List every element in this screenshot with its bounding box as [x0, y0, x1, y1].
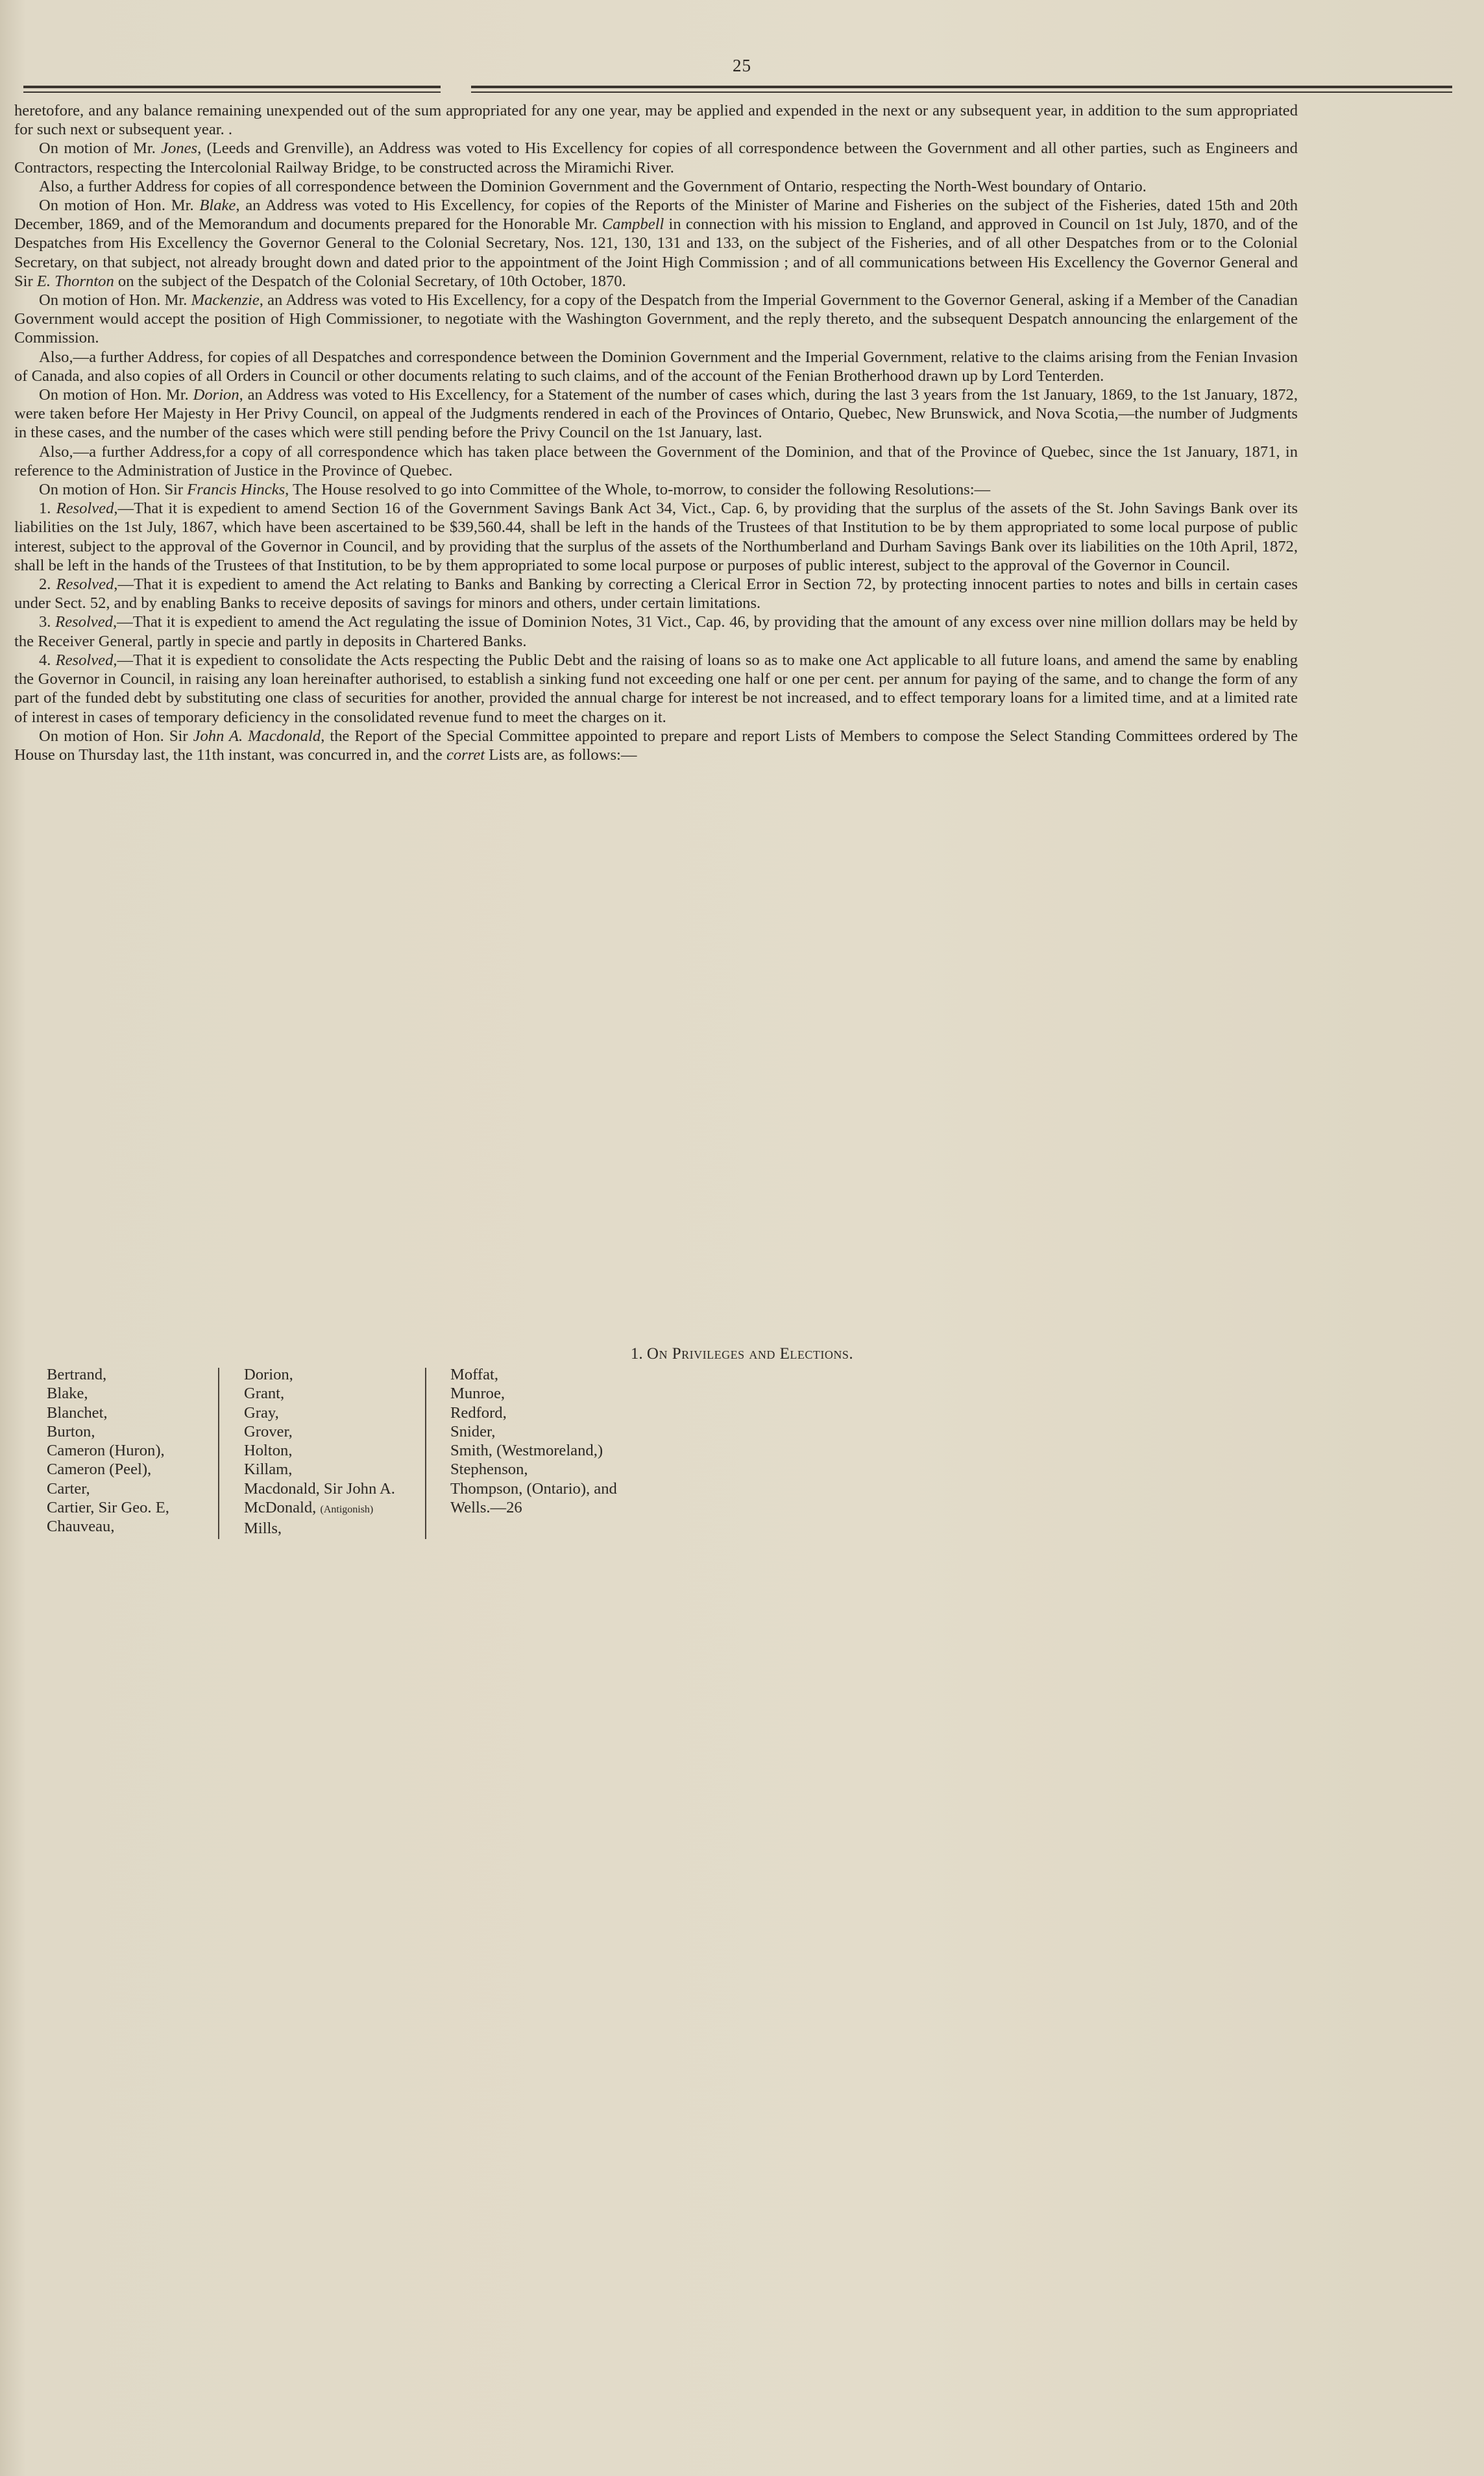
committee-member: Moffat,: [450, 1366, 498, 1383]
paragraph: On motion of Hon. Sir Francis Hincks, The House resolved to go into Committee of the Whole, to-morrow, to consider the following Resolutions:—: [39, 481, 991, 499]
member-column-3: [450, 1365, 617, 1517]
paragraph: On motion of Mr. Jones, (Leeds and Grenville), an Address was voted to His Excellency for copies of all correspondence between the Government and all other parties, such as Engineers and Contractors, respecting the Intercolonial Railway Bridge, to be constructed across the Miramichi River.: [14, 140, 1298, 176]
page-number: 25: [733, 56, 751, 75]
paragraph: Also, a further Address for copies of all correspondence between the Dominion Government and the Government of Ontario, respecting the North-West boundary of Ontario.: [39, 177, 1147, 195]
committee-member: Grant,: [244, 1385, 285, 1403]
column-divider: [425, 1368, 426, 1539]
committee-member: Bertrand,: [47, 1366, 107, 1383]
journal-body-text: [14, 101, 1298, 764]
committee-member: Chauveau,: [47, 1518, 115, 1536]
committee-member: Redford,: [450, 1403, 507, 1422]
paragraph: On motion of Hon. Mr. Mackenzie, an Address was voted to His Excellency, for a copy of the Despatch from the Imperial Government to the Governor General, asking if a Member of the Canadian Government would accept the position of High Commissioner, to negotiate with the Washington Government, and the reply thereto, and the subsequent Despatch announcing the enlargement of the Commission.: [14, 291, 1298, 347]
committee-member: McDonald, (Antigonish): [244, 1499, 374, 1517]
committee-member: Gray,: [244, 1403, 279, 1422]
paragraph: On motion of Hon. Mr. Dorion, an Address was voted to His Excellency, for a Statement of the number of cases which, during the last 3 years from the 1st January, 1869, to the 1st January, 1872, were taken before Her Majesty in Her Privy Council, on appeal of the Judgments rendered in each of the Provinces of Ontario, Quebec, New Brunswick, and Nova Scotia,—the number of Judgments in these cases, and the number of the cases which were still pending before the Privy Council on the 1st January, last.: [14, 386, 1298, 442]
committee-member: Stephenson,: [450, 1461, 528, 1479]
committee-member: Cameron (Peel),: [47, 1461, 152, 1479]
header-rule-left: [23, 86, 441, 95]
committee-member: Cartier, Sir Geo. E,: [47, 1499, 169, 1517]
committee-member: Blake,: [47, 1385, 88, 1403]
committee-member: Smith, (Westmoreland,): [450, 1442, 603, 1460]
paragraph: heretofore, and any balance remaining unexpended out of the sum appropriated for any one year, may be applied and expended in the next or any subsequent year, in addition to the sum appropriated for such next or subsequent year. .: [14, 102, 1298, 139]
header-rule-right: [471, 86, 1452, 95]
committee-member: Macdonald, Sir John A.: [244, 1479, 395, 1498]
paragraph: 3. Resolved,—That it is expedient to amend the Act regulating the issue of Dominion Notes, 31 Vict., Cap. 46, by providing that the amount of any excess over nine million dollars may be held by the Receiver General, partly in specie and partly in deposits in Chartered Banks.: [14, 613, 1298, 650]
committee-member: Wells.—26: [450, 1499, 522, 1517]
paragraph: Also,—a further Address,for a copy of all correspondence which has taken place between the Government of the Dominion, and that of the Province of Quebec, since the 1st January, 1871, in reference to the Administration of Justice in the Province of Quebec.: [14, 443, 1298, 479]
paragraph: 1. Resolved,—That it is expedient to amend Section 16 of the Government Savings Bank Act 34, Vict., Cap. 6, by providing that the surplus of the assets of the St. John Savings Bank over its liabilities on the 1st July, 1867, which have been ascertained to be $39,560.44, shall be left in the hands of the Trustees of that Institution to be by them appropriated to some local purpose of public interest, subject to the approval of the Governor in Council, and by providing that the surplus of the assets of the Northumberland and Durham Savings Bank over its liabilities on the 10th April, 1872, shall be left in the hands of the Trustees of that Institution, to be by them appropriated to some local purpose or purposes of public interest, subject to the approval of the Governor in Council.: [14, 500, 1298, 574]
committee-member: Thompson, (Ontario), and: [450, 1479, 617, 1498]
committee-number: 1.: [630, 1345, 643, 1363]
member-column-2: [244, 1365, 395, 1538]
committee-heading: [0, 1345, 1484, 1363]
committee-member: Holton,: [244, 1442, 293, 1460]
paragraph: 4. Resolved,—That it is expedient to consolidate the Acts respecting the Public Debt and the raising of loans so as to make one Act applicable to all future loans, and amend the same by enabling the Governor in Council, in raising any loan hereinafter authorised, to establish a sinking fund not exceeding one half or one per cent. per annum for paying of the same, and to change the form of any part of the funded debt by substituting one class of securities for another, provided the annual charge for interest be not increased, and to effect temporary loans for a limited time, and at a limited rate of interest in cases of temporary deficiency in the consolidated revenue fund to meet the charges on it.: [14, 651, 1298, 726]
paragraph: 2. Resolved,—That it is expedient to amend the Act relating to Banks and Banking by correcting a Clerical Error in Section 72, by protecting innocent parties to notes and bills in certain cases under Sect. 52, and by enabling Banks to receive deposits of savings for minors and others, under certain limitations.: [14, 576, 1298, 613]
committee-member: Killam,: [244, 1461, 293, 1479]
column-divider: [218, 1368, 219, 1539]
paragraph: On motion of Hon. Mr. Blake, an Address was voted to His Excellency, for copies of the Reports of the Minister of Marine and Fisheries on the subject of the Fisheries, dated 15th and 20th December, 1869, and of the Memorandum and documents prepared for the Honorable Mr. Campbell in connection with his mission to England, and approved in Council on 1st July, 1870, and of the Despatches from His Excellency the Governor General to the Colonial Secretary, Nos. 121, 130, 131 and 133, on the subject of the Fisheries, and of all other Despatches from or to the Colonial Secretary, on that subject, not already brought down and dated prior to the appointment of the Joint High Commission ; and of all communications between His Excellency the Governor General and Sir E. Thornton on the subject of the Despatch of the Colonial Secretary, of 10th October, 1870.: [14, 197, 1298, 290]
committee-title: On Privileges and Elections.: [646, 1345, 854, 1363]
paragraph: Also,—a further Address, for copies of all Despatches and correspondence between the Dominion Government and the Imperial Government, relative to the claims arising from the Fenian Invasion of Canada, and also copies of all Orders in Council or other documents relating to such claims, and of the account of the Fenian Brotherhood drawn up by Lord Tenterden.: [14, 348, 1298, 385]
committee-member: Grover,: [244, 1422, 293, 1440]
committee-member: Burton,: [47, 1422, 95, 1440]
committee-member: Dorion,: [244, 1366, 293, 1383]
committee-member: Munroe,: [450, 1385, 505, 1403]
committee-member: Mills,: [244, 1520, 282, 1538]
committee-member: Snider,: [450, 1422, 496, 1440]
member-column-1: [47, 1365, 169, 1536]
paragraph: On motion of Hon. Sir John A. Macdonald, the Report of the Special Committee appointed to prepare and report Lists of Members to compose the Select Standing Committees ordered by The House on Thursday last, the 11th instant, was concurred in, and the corret Lists are, as follows:—: [14, 727, 1298, 764]
committee-member: Cameron (Huron),: [47, 1442, 165, 1460]
committee-member: Carter,: [47, 1479, 90, 1498]
committee-member: Blanchet,: [47, 1403, 108, 1422]
